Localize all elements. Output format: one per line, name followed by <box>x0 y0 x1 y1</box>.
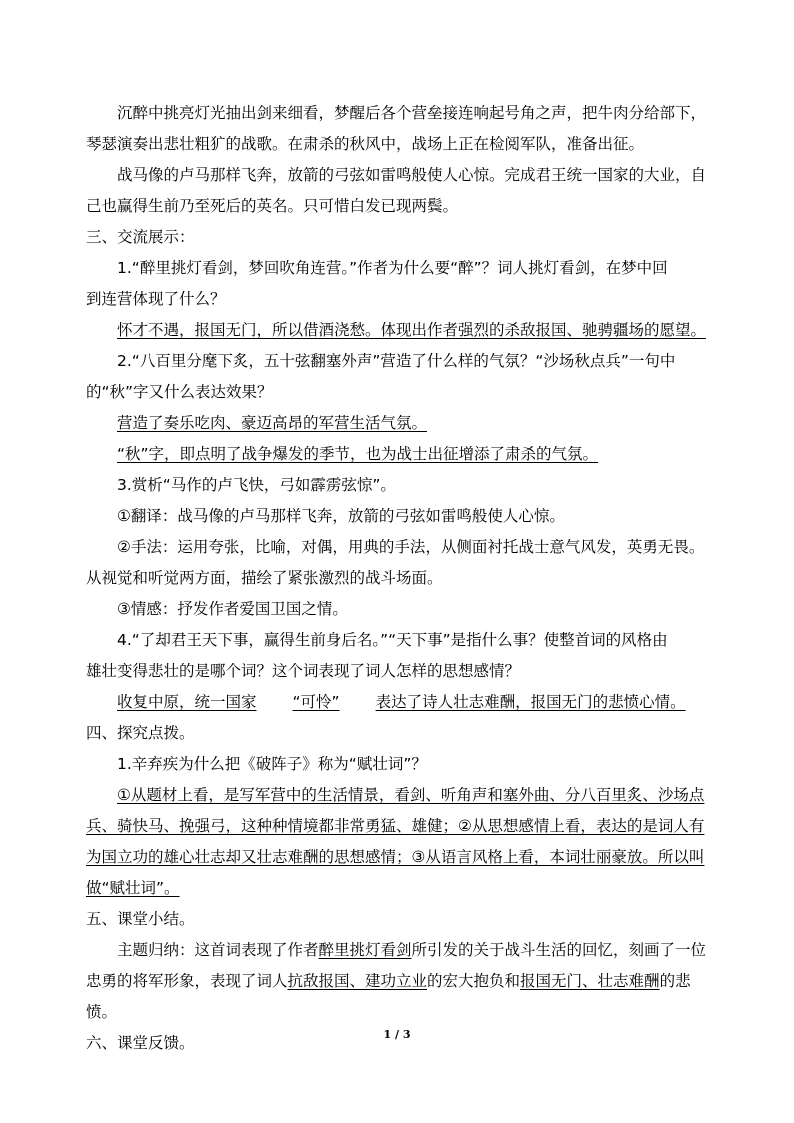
question-4-line: 雄壮变得悲壮的是哪个词？这个词表现了词人怎样的思想感情？ <box>86 662 521 680</box>
q3-method-line: 从视觉和听觉两方面，描绘了紧张激烈的战斗场面。 <box>86 569 443 587</box>
summary-keyword: 报国无门、壮志难酬 <box>520 972 660 990</box>
answer-1 <box>86 315 722 346</box>
translation-line: 战马像的卢马那样飞奔，放箭的弓弦如雷鸣般使人心惊。完成君王统一国家的大业，自 <box>117 166 707 184</box>
question-3: 3.赏析“马作的卢飞快，弓如霹雳弦惊”。 <box>117 476 396 494</box>
summary-line: 愤。 <box>86 1003 118 1021</box>
page-number: 1 / 3 <box>383 1028 411 1041</box>
question-1-line: 1.“醉里挑灯看剑，梦回吹角连营。”作者为什么要“醉”？词人挑灯看剑，在梦中回 <box>117 259 668 277</box>
explore-question: 1.辛弃疾为什么把《破阵子》称为“赋壮词”？ <box>117 755 427 773</box>
summary-keyword: 醉里挑灯看剑 <box>318 941 412 959</box>
q3-translation: ①翻译：战马像的卢马那样飞奔，放箭的弓弦如雷鸣般使人心惊。 <box>117 507 565 525</box>
summary-keyword: 抗敌报国、建功立业 <box>287 972 428 990</box>
question-2-line: 的“秋”字又什么表达效果？ <box>86 383 273 401</box>
document-body <box>86 98 722 1059</box>
section-heading-3: 三、交流展示： <box>86 228 195 246</box>
explore-answer-line: ①从题材上看，是写军营中的生活情景，看剑、听角声和塞外曲、分八百里炙、沙场点 <box>117 786 705 804</box>
answer-4 <box>86 687 722 718</box>
section-heading-4: 四、探究点拨。 <box>86 724 195 742</box>
section-heading-5: 五、课堂小结。 <box>86 910 195 928</box>
answer-2a-text: 营造了奏乐吃肉、豪迈高昂的军营生活气氛。 <box>117 414 428 432</box>
answer-4-part-a: 收复中原，统一国家 “可怜” 表达了诗人壮志难酬，报国无门的悲愤心情。 <box>117 693 686 711</box>
summary-line: 忠勇的将军形象，表现了词人抗敌报国、建功立业的宏大抱负和报国无门、壮志难酬的悲 <box>86 972 691 990</box>
answer-2a <box>86 408 722 439</box>
answer-2b-text: “秋”字，即点明了战争爆发的季节，也为战士出征增添了肃杀的气氛。 <box>117 445 599 463</box>
explore-answer-line: 做“赋壮词”。 <box>86 879 180 897</box>
section-heading-6: 六、课堂反馈。 <box>86 1034 195 1052</box>
translation-line: 己也赢得生前乃至死后的英名。只可惜白发已现两鬓。 <box>86 197 459 215</box>
explore-answer-line: 为国立功的雄心壮志却又壮志难酬的思想感情；③从语言风格上看，本词壮丽豪放。所以叫 <box>86 848 705 866</box>
answer-1-text: 怀才不遇，报国无门，所以借酒浇愁。体现出作者强烈的杀敌报国、驰骋疆场的愿望。 <box>117 321 707 339</box>
question-4-line: 4.“了却君王天下事，赢得生前身后名。”“天下事”是指什么事？使整首词的风格由 <box>117 631 668 649</box>
question-2-line: 2.“八百里分麾下炙，五十弦翻塞外声”营造了什么样的气氛？“沙场秋点兵”一句中 <box>117 352 676 370</box>
summary-line: 主题归纳：这首词表现了作者醉里挑灯看剑所引发的关于战斗生活的回忆，刻画了一位 <box>117 941 707 959</box>
translation-line: 琴瑟演奏出悲壮粗犷的战歌。在肃杀的秋风中，战场上正在检阅军队，准备出征。 <box>86 135 645 153</box>
q3-method-line: ②手法：运用夸张，比喻，对偶，用典的手法，从侧面衬托战士意气风发，英勇无畏。 <box>117 538 705 556</box>
answer-2b <box>86 439 722 470</box>
question-1-line: 到连营体现了什么？ <box>86 290 226 308</box>
q3-emotion: ③情感：抒发作者爱国卫国之情。 <box>117 600 348 618</box>
explore-answer-line: 兵、骑快马、挽强弓，这种种情境都非常勇猛、雄健；②从思想感情上看，表达的是词人有 <box>86 817 705 835</box>
translation-line: 沉醉中挑亮灯光抽出剑来细看，梦醒后各个营垒接连响起号角之声，把牛肉分给部下， <box>117 104 707 122</box>
